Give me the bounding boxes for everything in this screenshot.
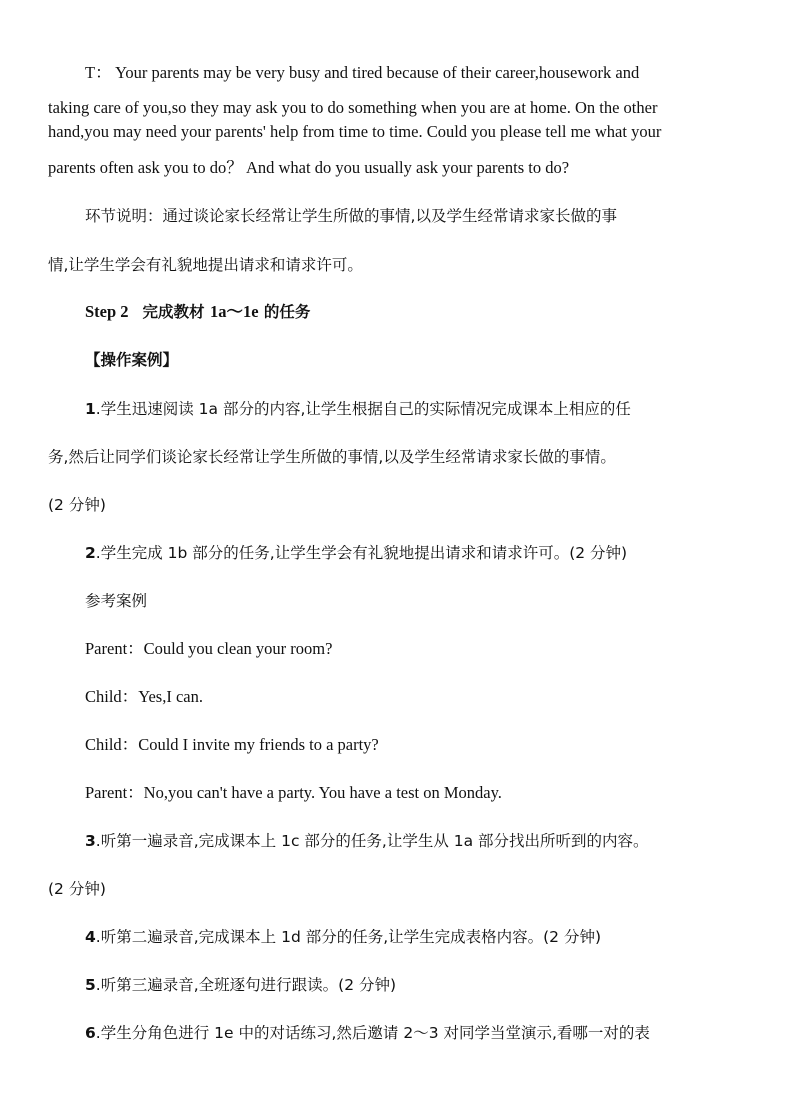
item-4-text-1: .听第二遍录音,完成课本上 1d 部分的任务,让学生完成表格内容。(2 分钟) bbox=[95, 928, 602, 946]
intro-text-1: Your parents may be very busy and tired because of their career,housework and bbox=[115, 63, 640, 82]
note-line-2: 情,让学生学会有礼貌地提出请求和请求许可。 bbox=[48, 256, 363, 274]
dialogue-text: Could you clean your room? bbox=[143, 639, 333, 658]
dialogue-line bbox=[85, 735, 379, 755]
step2-title-b: 1a～1e bbox=[209, 302, 259, 321]
item-1-line-1 bbox=[85, 399, 631, 419]
note-text-1: 通过谈论家长经常让学生所做的事情,以及学生经常请求家长做的事 bbox=[162, 207, 617, 225]
dialogue-speaker: Parent： bbox=[85, 783, 144, 802]
item-5-line-1 bbox=[85, 975, 396, 995]
item-6-line-1 bbox=[85, 1023, 650, 1043]
item-5-number: 5 bbox=[85, 976, 96, 994]
dialogue-line bbox=[85, 783, 502, 803]
item-3-line-1 bbox=[85, 831, 649, 851]
reference-case-label: 参考案例 bbox=[85, 592, 148, 610]
dialogue-line bbox=[85, 639, 332, 659]
dialogue-line bbox=[85, 687, 203, 707]
item-1-line-3: (2 分钟) bbox=[48, 496, 106, 514]
intro-line-4: parents often ask you to do？ And what do you usually ask your parents to do? bbox=[48, 158, 570, 177]
item-1-line-2: 务,然后让同学们谈论家长经常让学生所做的事情,以及学生经常请求家长做的事情。 bbox=[48, 448, 616, 466]
item-6-number: 6 bbox=[85, 1024, 96, 1042]
item-4-number: 4 bbox=[85, 928, 96, 946]
item-1-number: 1 bbox=[85, 400, 96, 418]
step2-heading bbox=[85, 302, 310, 322]
note-label: 环节说明： bbox=[85, 207, 163, 225]
dialogue-text: Could I invite my friends to a party? bbox=[138, 735, 379, 754]
item-3-number: 3 bbox=[85, 832, 96, 850]
item-2-text-1: .学生完成 1b 部分的任务,让学生学会有礼貌地提出请求和请求许可。(2 分钟) bbox=[95, 544, 628, 562]
dialogue-text: No,you can't have a party. You have a test on Monday. bbox=[143, 783, 502, 802]
item-5-text-1: .听第三遍录音,全班逐句进行跟读。(2 分钟) bbox=[95, 976, 397, 994]
item-6-text-1: .学生分角色进行 1e 中的对话练习,然后邀请 2～3 对同学当堂演示,看哪一对的表 bbox=[95, 1024, 650, 1042]
step2-title-c: 的任务 bbox=[258, 303, 311, 321]
intro-line-3: hand,you may need your parents' help from time to time. Could you please tell me what your bbox=[48, 122, 662, 141]
dialogue-speaker: Child： bbox=[85, 687, 139, 706]
item-3-text-1: .听第一遍录音,完成课本上 1c 部分的任务,让学生从 1a 部分找出所听到的内容。 bbox=[95, 832, 649, 850]
step2-title-a: 完成教材 bbox=[142, 303, 210, 321]
item-3-line-2: (2 分钟) bbox=[48, 880, 106, 898]
intro-line-2: taking care of you,so they may ask you to do something when you are at home. On the other bbox=[48, 98, 658, 117]
item-4-line-1 bbox=[85, 927, 601, 947]
item-2-number: 2 bbox=[85, 544, 96, 562]
case-heading: 【操作案例】 bbox=[85, 351, 179, 369]
teacher-speaker-label: T： bbox=[85, 63, 112, 82]
dialogue-text: Yes,I can. bbox=[138, 687, 203, 706]
dialogue-speaker: Parent： bbox=[85, 639, 144, 658]
note-line-1 bbox=[85, 206, 617, 226]
intro-line-1 bbox=[85, 63, 639, 83]
item-2-line-1 bbox=[85, 543, 627, 563]
dialogue-speaker: Child： bbox=[85, 735, 139, 754]
step2-label: Step 2 bbox=[85, 302, 129, 321]
item-1-text-1: .学生迅速阅读 1a 部分的内容,让学生根据自己的实际情况完成课本上相应的任 bbox=[95, 400, 631, 418]
